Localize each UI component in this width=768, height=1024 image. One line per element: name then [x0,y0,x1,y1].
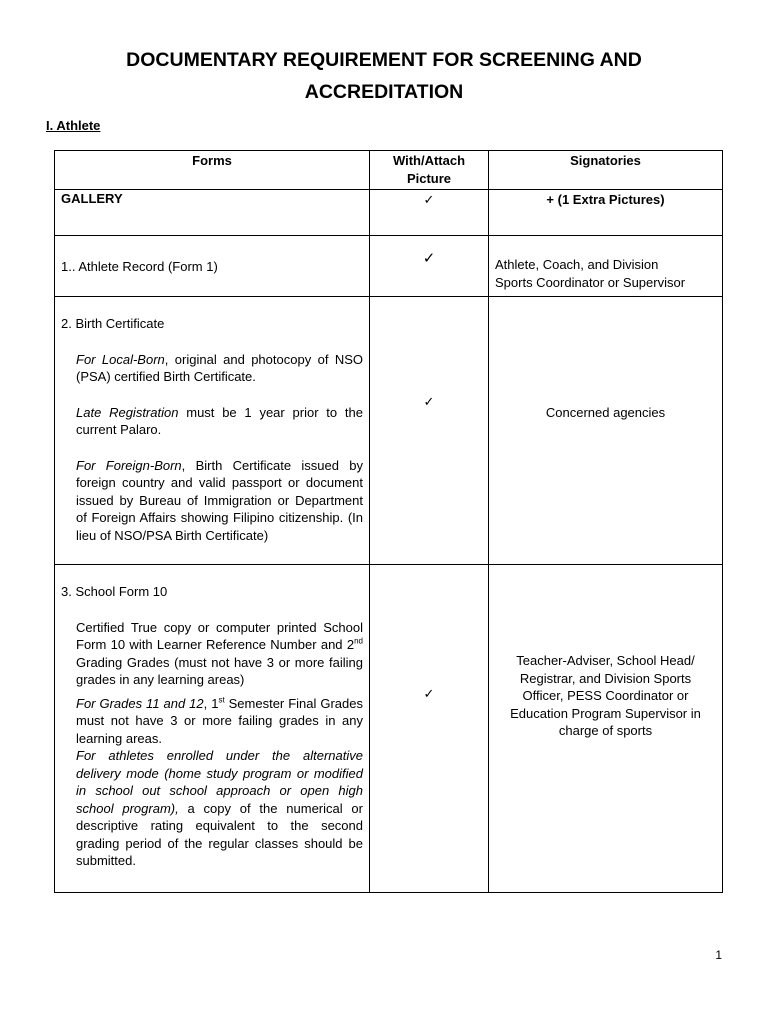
italic-text: For athletes enrolled under the alternative delivery mode (home study program or modified in school out school approach or open high school program), [76,748,363,816]
paragraph [76,404,363,439]
signatory-line: Registrar, and Division Sports [519,670,692,686]
signatory-line: Sports Coordinator or Supervisor [495,274,686,290]
paragraph [76,351,363,386]
paragraph-text: , 1 [203,695,219,711]
paragraph-text: , original and photocopy of NSO (PSA) certified Birth Certificate. [76,351,364,384]
check-icon: ✓ [370,565,489,893]
signatory-line: Athlete, Coach, and Division [495,257,659,272]
page-number: 1 [715,948,722,962]
document-title [0,44,768,108]
paragraph [76,695,363,748]
paragraph-text: must be 1 year prior to the current Palaro. [76,404,363,437]
gallery-label: GALLERY [55,190,370,236]
check-icon: ✓ [370,190,489,236]
table-row-gallery [55,190,723,236]
signatory-line: Officer, PESS Coordinator or [522,688,689,703]
form-cell [55,297,370,565]
form-title: 2. Birth Certificate [61,316,165,331]
form-title: 1.. Athlete Record (Form 1) [61,259,218,274]
header-signatories: Signatories [489,151,723,190]
paragraph-text: , Birth Certificate issued by foreign country and valid passport or document issued by Bureau of Immigration or Department of Foreign Affairs showing Filipino citizenship. (In lieu of NSO/PSA Birth Certificate) [76,457,364,543]
gallery-signatory: + (1 Extra Pictures) [489,190,723,236]
paragraph [76,747,363,870]
header-attach-line-1: With/Attach [392,153,466,168]
paragraph-text: a copy of the numerical or descriptive rating equivalent to the second grading period of the regular classes should be submitted. [76,800,363,868]
signatory-cell [489,565,723,893]
check-icon: ✓ [370,297,489,565]
table-header-row [55,151,723,190]
signatory-line: Teacher-Adviser, School Head/ [516,653,695,668]
signatory-cell: Concerned agencies [489,297,723,565]
superscript: nd [354,636,363,646]
italic-text: For Local-Born [76,351,165,367]
header-attach-line-2: Picture [406,170,452,186]
paragraph-text: Grading Grades (must not have 3 or more failing grades in any learning areas) [76,654,363,687]
paragraph [76,457,363,545]
paragraph [76,619,363,689]
requirements-table [54,150,723,893]
signatory-line: Education Program Supervisor in [510,705,701,721]
paragraph-text: Semester Final Grades must not have 3 or more failing grades in any learning areas. [76,695,363,746]
table-row-birth-certificate [55,297,723,565]
signatory-line: charge of sports [558,723,653,738]
paragraph-text: Certified True copy or computer printed School Form 10 with Learner Reference Number and 2 [76,619,363,652]
table-row-school-form-10 [55,565,723,893]
form-title: 3. School Form 10 [61,584,168,599]
header-attach-picture [370,151,489,190]
superscript: st [218,695,225,705]
header-forms: Forms [55,151,370,190]
form-cell [55,236,370,297]
italic-text: Late Registration [76,404,179,420]
italic-text: For Foreign-Born [76,457,182,473]
section-heading: I. Athlete [46,118,101,133]
signatory-cell [489,236,723,297]
form-cell [55,565,370,893]
title-line-1: DOCUMENTARY REQUIREMENT FOR SCREENING AND [126,49,642,71]
italic-text: For Grades 11 and 12 [76,695,204,711]
check-icon: ✓ [370,236,489,297]
title-line-2: ACCREDITATION [304,81,464,103]
table-row-athlete-record [55,236,723,297]
